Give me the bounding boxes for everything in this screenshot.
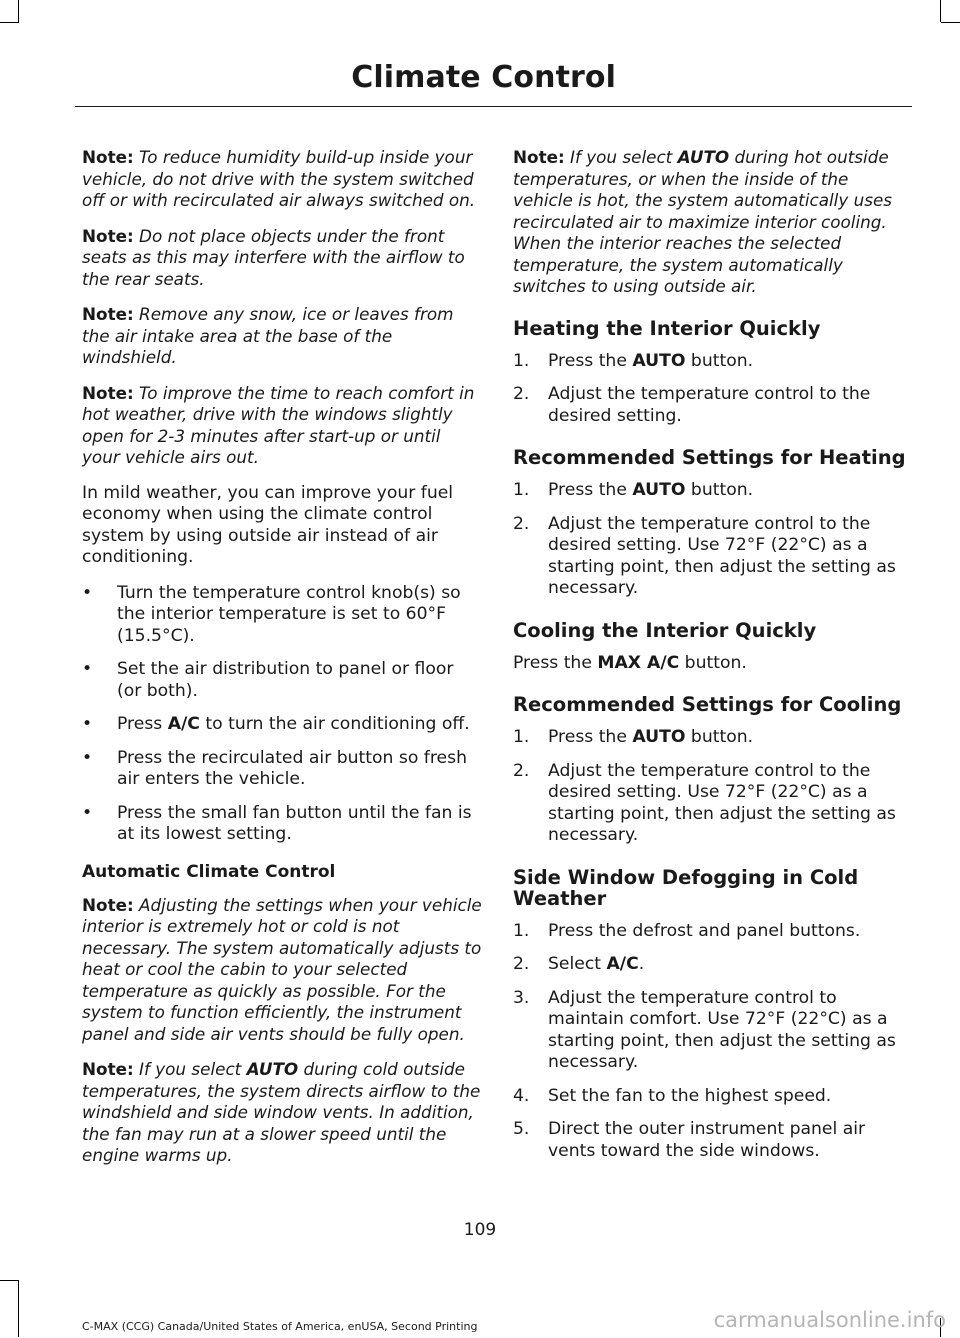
- mild-weather-paragraph: In mild weather, you can improve your fuel economy when using the climate control system by using outside air instead of air conditioning.: [82, 482, 454, 567]
- step-text-pre: Press the: [548, 727, 633, 747]
- note: [513, 147, 913, 298]
- numbered-list: [513, 921, 913, 1163]
- list-item: [513, 921, 913, 943]
- note-label: Note:: [82, 225, 134, 246]
- section-heading-automatic: Automatic Climate Control: [82, 861, 336, 882]
- step-number: 1.: [513, 350, 530, 371]
- note-text-pre: If you select: [139, 1059, 247, 1079]
- note-text: To reduce humidity build-up inside your vehicle, do not drive with the system switched off or with recirculated air always switched on.: [82, 147, 476, 210]
- bold-term: A/C: [167, 714, 200, 734]
- list-item: [513, 384, 913, 427]
- note-text-post: during cold outside temperatures, the system directs airflow to the windshield and side window vents. In addition, the fan may run at a slower speed until the engine warms up.: [82, 1059, 481, 1165]
- list-item: [513, 761, 913, 847]
- bold-term: AUTO: [246, 1059, 299, 1079]
- step-text: Adjust the temperature control to the desired setting. Use 72°F (22°C) as a starting point, then adjust the setting as necessary.: [548, 760, 896, 845]
- numbered-list: [513, 351, 913, 428]
- step-text: Set the fan to the highest speed.: [548, 1085, 832, 1106]
- list-item-text-post: to turn the air conditioning off.: [199, 714, 470, 734]
- note: [82, 1059, 482, 1167]
- step-text: Adjust the temperature control to maintain comfort. Use 72°F (22°C) as a starting point, then adjust the setting as necessary.: [548, 987, 896, 1072]
- note: [82, 895, 482, 1046]
- note-label: Note:: [82, 1059, 134, 1079]
- note-label: Note:: [82, 894, 134, 915]
- step-text: Direct the outer instrument panel air vents toward the side windows.: [548, 1119, 866, 1161]
- note-label: Note:: [82, 147, 134, 167]
- bold-term: MAX A/C: [597, 652, 680, 673]
- list-item: [513, 1119, 913, 1162]
- bold-term: A/C: [606, 954, 639, 974]
- note-text-pre: If you select: [570, 147, 678, 167]
- bullet-marker: •: [82, 582, 93, 603]
- list-item: [82, 748, 482, 791]
- note-text-post: during hot outside temperatures, or when the inside of the vehicle is hot, the system automatically uses recirculated air to maximize interior cooling. When the interior reaches the selected temperature, the system automatically switches to using outside air.: [513, 147, 893, 296]
- list-item: [82, 714, 482, 736]
- step-number: 2.: [513, 384, 530, 404]
- note: [82, 147, 482, 212]
- step-number: 1.: [513, 727, 530, 747]
- section-heading-side-window: Side Window Defogging in Cold Weather: [513, 865, 859, 910]
- note-text: Adjusting the settings when your vehicle interior is extremely hot or cold is not necessary. The system automatically adjusts to heat or cool the cabin to your selected temperature as quickly as possible. For the system to function efficiently, the instrument panel and side air vents should be fully open.: [82, 894, 482, 1044]
- note-text: Remove any snow, ice or leaves from the air intake area at the base of the windshield.: [82, 304, 454, 367]
- list-item-text: Press the recirculated air button so fresh air enters the vehicle.: [117, 747, 467, 789]
- bold-term: AUTO: [632, 480, 686, 500]
- step-number: 1.: [513, 920, 530, 941]
- bold-term: AUTO: [677, 147, 730, 167]
- list-item: [513, 514, 913, 600]
- page-number: 109: [463, 1220, 497, 1240]
- bold-term: AUTO: [632, 727, 686, 747]
- note: [82, 226, 482, 291]
- note-text: To improve the time to reach comfort in hot weather, drive with the windows slightly open for 2-3 minutes after start-up or until your vehicle airs out.: [82, 382, 475, 467]
- list-item: [513, 988, 913, 1074]
- header-rule: [75, 106, 912, 107]
- bullet-marker: •: [82, 714, 93, 734]
- footer-text: C-MAX (CCG) Canada/United States of America, enUSA, Second Printing: [82, 1320, 478, 1333]
- right-column: [513, 147, 913, 1174]
- list-item: [513, 954, 913, 976]
- section-heading-rec-cooling: Recommended Settings for Cooling: [513, 693, 902, 716]
- crop-mark: [0, 22, 19, 23]
- step-number: 2.: [513, 760, 530, 781]
- step-text-post: button.: [685, 350, 754, 371]
- crop-mark: [0, 1280, 19, 1281]
- section-heading-rec-heating: Recommended Settings for Heating: [513, 446, 906, 469]
- step-text: Adjust the temperature control to the desired setting.: [548, 384, 871, 426]
- step-text-post: .: [638, 954, 645, 974]
- crop-mark: [18, 1280, 19, 1337]
- list-item: [513, 480, 913, 502]
- crop-mark: [940, 0, 941, 22]
- text-post: button.: [679, 652, 747, 673]
- bullet-marker: •: [82, 802, 93, 823]
- crop-mark: [941, 22, 960, 23]
- step-number: 3.: [513, 987, 530, 1008]
- note: [82, 304, 482, 369]
- note-label: Note:: [82, 382, 134, 403]
- list-item: [513, 727, 913, 749]
- page-title: Climate Control: [351, 60, 616, 95]
- note-label: Note:: [82, 304, 134, 324]
- step-text-post: button.: [685, 727, 754, 747]
- step-text-pre: Press the: [548, 350, 633, 371]
- step-number: 1.: [513, 480, 530, 500]
- section-heading-heating-quickly: Heating the Interior Quickly: [513, 316, 821, 340]
- bullet-marker: •: [82, 747, 93, 768]
- step-text-pre: Select: [548, 954, 607, 974]
- text-pre: Press the: [513, 652, 598, 673]
- numbered-list: [513, 480, 913, 600]
- step-text-pre: Press the: [548, 480, 633, 500]
- step-number: 5.: [513, 1119, 530, 1139]
- numbered-list: [513, 727, 913, 847]
- note-text: Do not place objects under the front seats as this may interfere with the airflow to the rear seats.: [82, 225, 465, 289]
- note-label: Note:: [513, 147, 565, 167]
- list-item-text: Set the air distribution to panel or floor (or both).: [117, 659, 454, 701]
- list-item-text: Press the small fan button until the fan is at its lowest setting.: [117, 802, 472, 844]
- list-item: [513, 351, 913, 373]
- list-item-text-pre: Press: [117, 714, 168, 734]
- step-number: 2.: [513, 954, 530, 974]
- step-number: 4.: [513, 1085, 530, 1106]
- bullet-list: [82, 583, 482, 846]
- list-item: [513, 1086, 913, 1108]
- list-item-text: Turn the temperature control knob(s) so the interior temperature is set to 60°F (15.5°C).: [117, 582, 461, 646]
- list-item: [82, 659, 482, 702]
- list-item: [82, 803, 482, 846]
- step-text: Adjust the temperature control to the desired setting. Use 72°F (22°C) as a starting point, then adjust the setting as necessary.: [548, 513, 896, 598]
- step-text-post: button.: [685, 480, 754, 500]
- cooling-instruction: [513, 653, 913, 675]
- bold-term: AUTO: [632, 350, 686, 371]
- watermark: carmanualsonline.info: [713, 1308, 946, 1332]
- crop-mark: [18, 0, 19, 22]
- section-heading-cooling-quickly: Cooling the Interior Quickly: [513, 618, 817, 642]
- left-column: [82, 147, 482, 1181]
- step-text: Press the defrost and panel buttons.: [548, 920, 861, 941]
- bullet-marker: •: [82, 659, 93, 679]
- list-item: [82, 583, 482, 648]
- note: [82, 383, 482, 469]
- step-number: 2.: [513, 513, 530, 534]
